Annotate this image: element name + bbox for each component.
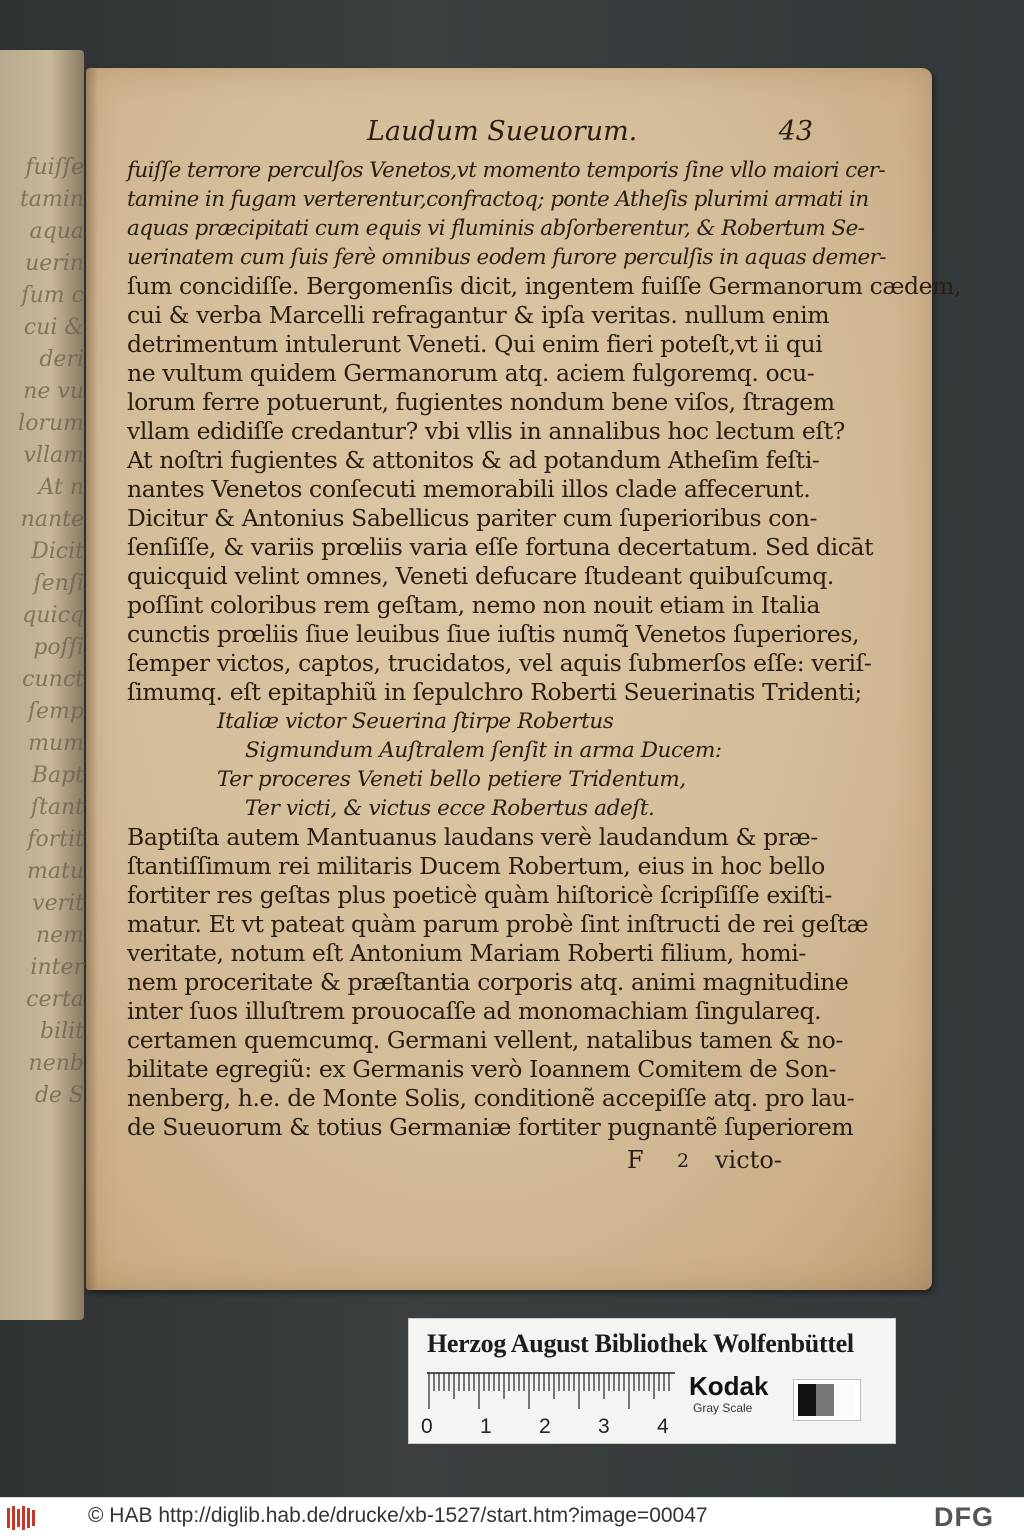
text-line: Dicitur & Antonius Sabellicus pariter cum ſuperioribus con- (127, 504, 817, 532)
library-name: Herzog August Bibliothek Wolfenbüttel (427, 1329, 854, 1358)
text-line: de Sueuorum & totius Germaniæ fortiter pugnantẽ ſuperiorem (127, 1113, 854, 1141)
left-page-fragment: cunct (22, 667, 84, 692)
text-line: poſſint coloribus rem geſtam, nemo non nouit etiam in Italia (127, 591, 821, 619)
text-line: lorum ferre potuerunt, fugientes nondum bene viſos, ſtragem (127, 388, 835, 416)
left-page-fragment: uerin (25, 251, 84, 276)
left-page-fragment: ſtant (30, 795, 84, 820)
ruler-number: 0 (421, 1415, 433, 1438)
left-page-fragment: Dicit (31, 539, 84, 564)
left-page-fragment: de S (34, 1083, 84, 1108)
left-page-fragment: nante (20, 507, 84, 532)
left-page-fragment: vllam (23, 443, 84, 468)
left-page-fragment: ne vu (23, 379, 84, 404)
text-line: ſimumq. eſt epitaphiũ in ſepulchro Roberti Seuerinatis Tridenti; (127, 678, 862, 706)
poem-line: Italiæ victor Seuerina ſtirpe Robertus (217, 709, 614, 734)
text-line: inter ſuos illuſtrem prouocaſſe ad monomachiam ſingulareq. (127, 997, 822, 1025)
ruler-number: 1 (480, 1415, 492, 1438)
text-line: ſemper victos, captos, trucidatos, vel aquis ſubmerſos eſſe: veriſ- (127, 649, 872, 677)
signature-mark: F (627, 1146, 644, 1174)
left-page-fragment: deri (39, 347, 84, 372)
poem-line: Sigmundum Auſtralem ſenſit in arma Ducem: (245, 738, 722, 763)
text-line: tamine in fugam verterentur,confractoq; ponte Atheſis plurimi armati in (127, 187, 869, 212)
text-line: Baptiſta autem Mantuanus laudans verè laudandum & præ- (127, 823, 818, 851)
text-line: detrimentum intulerunt Veneti. Qui enim fieri poteſt,vt ii qui (127, 330, 823, 358)
poem-line: Ter proceres Veneti bello petiere Tridentum, (217, 767, 686, 792)
left-page-fragment: fortit (27, 827, 84, 852)
page-gutter-shadow (86, 68, 98, 1290)
text-line: matur. Et vt pateat quàm parum probè ſint inſtructi de rei geſtæ (127, 910, 869, 938)
left-page-fragment: Bapt (31, 763, 84, 788)
text-line: ſenſiſſe, & variis prœliis varia eſſe fortuna decertatum. Sed dicāt (127, 533, 874, 561)
left-page-fragment: nenb (28, 1051, 84, 1076)
color-calibration-card (408, 1318, 896, 1444)
text-line: fuiſſe terrore perculſos Venetos,vt momento temporis ſine vllo maiori cer- (127, 158, 886, 183)
left-page-fragment: cui & (23, 315, 84, 340)
hab-logo-icon (6, 1505, 36, 1531)
left-page-fragment: poſſi (33, 635, 84, 660)
ruler-numbers (421, 1415, 691, 1439)
text-line: ſum concidiſſe. Bergomenſis dicit, ingentem fuiſſe Germanorum cædem, (127, 272, 962, 300)
text-line: cui & verba Marcelli refragantur & ipſa veritas. nullum enim (127, 301, 830, 329)
footer-bar (0, 1497, 1024, 1538)
poem-line: Ter victi, & victus ecce Robertus adeſt. (245, 796, 655, 821)
text-line: fortiter res geſtas plus poeticè quàm hiſtoricè ſcripſiſſe exiſti- (127, 881, 832, 909)
footer-credit: © HAB http://diglib.hab.de/drucke/xb-1527/start.htm?image=00047 (88, 1504, 708, 1527)
left-page-fragment: quicq (22, 603, 84, 628)
text-line: nenberg, h.e. de Monte Solis, conditionẽ accepiſſe atq. pro lau- (127, 1084, 855, 1112)
body-text (127, 156, 962, 707)
left-page-fragment: fuiſſe (25, 155, 84, 180)
body-text-continued (127, 823, 869, 1142)
signature-line (127, 1142, 817, 1176)
left-page-fragment: certa (26, 987, 84, 1012)
text-line: veritate, notum eſt Antonium Mariam Roberti filium, homi- (127, 939, 806, 967)
left-page-fragment: ſum c (21, 283, 84, 308)
left-page-fragment: inter (30, 955, 84, 980)
text-line: cunctis prœliis ſiue leuibus ſiue iuſtis numq̃ Venetos ſuperiores, (127, 620, 860, 648)
left-page-fragment: lorum (18, 411, 84, 436)
left-page-fragment: matu (27, 859, 84, 884)
text-line: certamen quemcumq. Germani vellent, natalibus tamen & no- (127, 1026, 843, 1054)
left-page-fragment: ſenſi (33, 571, 84, 596)
ruler-number: 3 (598, 1415, 610, 1438)
catchword: victo- (715, 1146, 782, 1174)
text-line: quicquid velint omnes, Veneti defucare ſtudeant quibuſcumq. (127, 562, 834, 590)
left-page-fragment: nem (35, 923, 84, 948)
text-line: ſtantiſſimum rei militaris Ducem Robertum, eius in hoc bello (127, 852, 825, 880)
page-header (127, 112, 817, 156)
left-page-fragment: tamin (19, 187, 84, 212)
text-line: vllam edidiſſe credantur? vbi vllis in annalibus hoc lectum eſt? (127, 417, 845, 445)
gray-scale-label: Gray Scale (693, 1401, 753, 1415)
ruler-scale (427, 1371, 675, 1417)
left-page-fragment: mum (28, 731, 84, 756)
text-line: nantes Venetos conſecuti memorabili illos clade affecerunt. (127, 475, 811, 503)
left-page-fragment: At n (38, 475, 84, 500)
signature-number: 2 (677, 1150, 690, 1172)
page-text (127, 112, 962, 1176)
left-page-edge (0, 50, 84, 1320)
text-line: uerinatem cum ſuis ferè omnibus eodem furore perculſis in aquas demer- (127, 245, 886, 270)
left-page-fragment: aqua (29, 219, 84, 244)
left-page-fragment: ſemp (27, 699, 84, 724)
ruler-number: 2 (539, 1415, 551, 1438)
running-title: Laudum Sueuorum. (367, 116, 638, 147)
page-number: 43 (778, 116, 813, 147)
text-line: nem proceritate & præſtantia corporis atq. animi magnitudine (127, 968, 849, 996)
gray-scale-swatches (793, 1379, 861, 1421)
text-line: bilitate egregiũ: ex Germanis verò Ioannem Comitem de Son- (127, 1055, 837, 1083)
dfg-logo: DFG (934, 1502, 994, 1532)
text-line: aquas præcipitati cum equis vi fluminis abſorberentur, & Robertum Se- (127, 216, 865, 241)
left-page-fragment: bilit (39, 1019, 84, 1044)
kodak-logo: Kodak (689, 1371, 769, 1401)
text-line: At noſtri fugientes & attonitos & ad potandum Atheſim feſti- (127, 446, 820, 474)
ruler-number: 4 (657, 1415, 669, 1438)
left-page-fragment: verit (32, 891, 84, 916)
text-line: ne vultum quidem Germanorum atq. aciem fulgoremq. ocu- (127, 359, 815, 387)
epitaph-poem (127, 707, 817, 823)
